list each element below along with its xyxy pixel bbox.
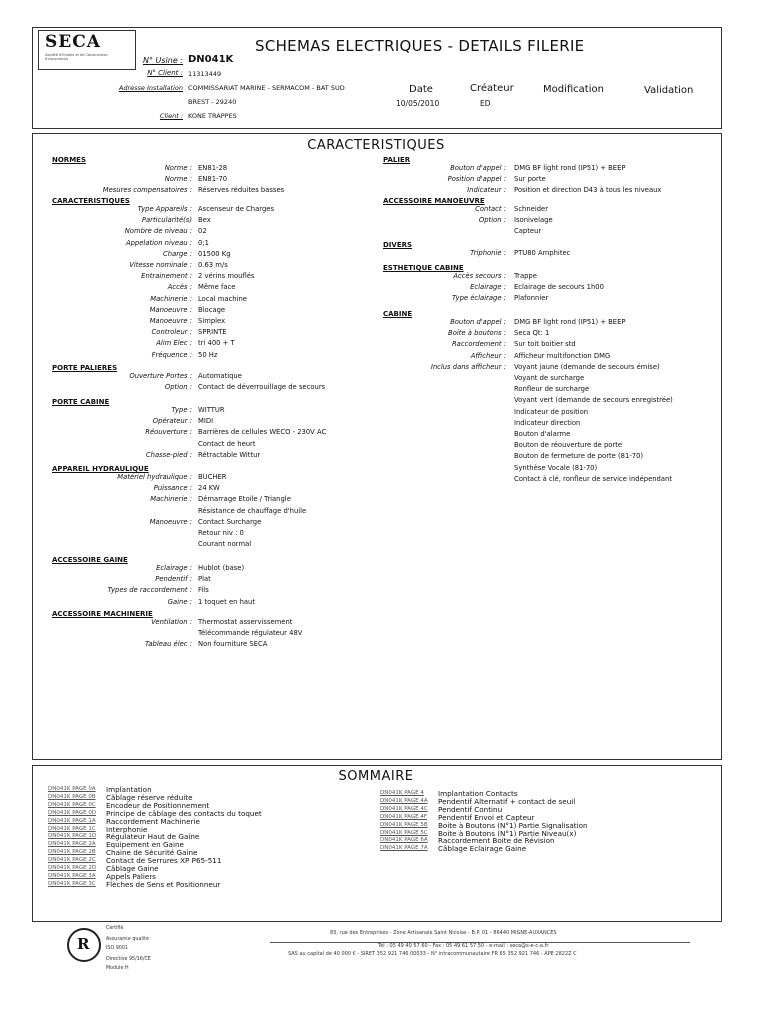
footer-contact: Tél : 05 49 40 57 60 - Fax : 05 49 61 57 50 - e-mail : seca@s-e-c-a.fr xyxy=(378,943,549,949)
footer-address: 83, rue des Entreprises - Zone Artisanale Saint Nicolas - B.P. 01 - 86440 MIGNE-AUXANCES xyxy=(330,930,557,936)
field-value: Bouton d'alarme xyxy=(514,430,571,438)
field-label: Matériel hydraulique : xyxy=(117,473,192,481)
field-label: Position d'appel : xyxy=(447,175,506,184)
field-label: Afficheur : xyxy=(470,351,506,360)
field-value: MIDI xyxy=(198,417,214,426)
section-heading-normes: NORMES xyxy=(52,156,86,164)
usine-value: DN041K xyxy=(188,54,234,65)
page-link[interactable]: DN041K PAGE 3A xyxy=(48,872,96,879)
field-value: Position et direction D43 à tous les niveaux xyxy=(514,186,662,195)
field-value: Fils xyxy=(198,586,209,595)
section-heading-accessoire-manoeuvre: ACCESSOIRE MANOEUVRE xyxy=(383,197,485,205)
section-heading-porte-cabine: PORTE CABINE xyxy=(52,398,110,406)
page-title: Pendentif Alternatif + contact de seuil xyxy=(438,796,576,806)
field-label: Raccordement : xyxy=(451,340,506,349)
section-heading-portes-palieres: PORTE PALIERES xyxy=(52,364,118,372)
field-label: Nombre de niveau : xyxy=(124,227,192,236)
page-link[interactable]: DN041K PAGE 0A xyxy=(48,786,96,792)
field-value: Hublot (base) xyxy=(198,564,245,572)
field-label: Appelation niveau : xyxy=(125,238,192,247)
field-value: Voyant jaune (demande de secours émise) xyxy=(514,362,660,371)
certification-text: Module H xyxy=(106,966,129,971)
page-link[interactable]: DN041K PAGE 2B xyxy=(48,849,96,856)
field-value: Contact à clé, ronfleur de service indépendant xyxy=(514,474,673,483)
field-label: Réouverture : xyxy=(145,428,192,437)
field-value: Ronfleur de surcharge xyxy=(514,385,590,394)
field-value: Eclairage de secours 1h00 xyxy=(514,283,604,292)
date-value: 10/05/2010 xyxy=(396,99,440,108)
field-label: Option : xyxy=(164,383,192,392)
page-title: Appels Paliers xyxy=(106,871,157,881)
sommaire-title: SOMMAIRE xyxy=(338,769,414,784)
page-title: Câblage Gaine xyxy=(106,864,159,873)
section-heading-appareil-hydraulique: APPAREIL HYDRAULIQUE xyxy=(52,465,149,473)
usine-label: N° Usine : xyxy=(142,56,183,65)
document-title: SCHEMAS ELECTRIQUES - DETAILS FILERIE xyxy=(255,37,585,55)
section-heading-palier: PALIER xyxy=(383,156,411,164)
field-value: 50 Hz xyxy=(198,350,218,359)
field-label: Accès secours : xyxy=(453,272,506,280)
section-heading-divers: DIVERS xyxy=(383,241,413,249)
page-title: Equipement en Gaine xyxy=(106,840,184,850)
field-label: Type Appareils : xyxy=(137,205,192,213)
page-link[interactable]: DN041K PAGE 5C xyxy=(380,829,428,836)
field-value: Blocage xyxy=(198,305,226,314)
field-value: Ascenseur de Charges xyxy=(198,205,274,213)
field-label: Type : xyxy=(171,406,192,414)
createur-col-header: Créateur xyxy=(470,83,514,94)
page-link[interactable]: DN041K PAGE 0B xyxy=(48,793,96,800)
field-value: Local machine xyxy=(198,294,247,303)
logo-text: SECA xyxy=(45,32,101,52)
field-value: Sur toit boitier std xyxy=(514,340,576,349)
field-label: Mesures compensatoires : xyxy=(102,186,192,195)
logo-subtitle: Société d'Etudes et de Construction d'Ascenseurs xyxy=(45,53,108,61)
field-value: Sur porte xyxy=(514,175,546,184)
field-label: Ventilation : xyxy=(151,618,192,626)
field-label: Charge : xyxy=(163,249,192,258)
field-label: Gaine : xyxy=(167,597,192,606)
field-value: Voyant vert (demande de secours enregistrée) xyxy=(514,396,673,405)
certification-text: Directive 95/16/CE xyxy=(106,957,151,962)
field-value: Télécommande régulateur 48V xyxy=(198,629,303,638)
field-label: Machinerie : xyxy=(150,294,192,303)
header-box xyxy=(32,27,722,129)
page-link[interactable]: DN041K PAGE 6A xyxy=(380,837,428,844)
field-value: Contact de heurt xyxy=(198,439,256,448)
field-label: Manoeuvre : xyxy=(149,317,192,325)
page-title: Implantation Contacts xyxy=(438,789,518,798)
field-value: Trappe xyxy=(514,272,537,280)
field-value: Indicateur direction xyxy=(514,418,581,427)
page-title: Boite à Boutons (N°1) Partie Niveau(x) xyxy=(438,828,577,838)
certification-text: Assurance qualité xyxy=(106,937,149,942)
field-value: Plafonnier xyxy=(514,294,549,303)
field-value: 0.63 m/s xyxy=(198,261,228,269)
field-label: Triphonie : xyxy=(470,249,506,257)
certification-text: Certifié xyxy=(106,926,124,931)
footer-legal: SAS au capital de 40 000 € - SIRET 352 921 746 00033 - N° intracommunautaire FR 65 352 921 746 - APE 2822Z C xyxy=(288,951,577,957)
field-value: Bouton de réouverture de porte xyxy=(514,441,623,450)
field-value: Isonivelage xyxy=(514,216,553,225)
field-value: Résistance de chauffage d'huile xyxy=(198,506,307,515)
field-value: DMG BF light rond (IP51) + BEEP xyxy=(514,164,626,172)
field-label: Chasse-pied : xyxy=(145,450,192,459)
page-link[interactable]: DN041K PAGE 3C xyxy=(48,880,96,887)
field-label: Norme : xyxy=(164,164,192,172)
field-label: Fréquence : xyxy=(151,350,192,359)
section-heading-accessoire-gaine: ACCESSOIRE GAINE xyxy=(52,556,128,564)
field-value: DMG BF light rond (IP51) + BEEP xyxy=(514,318,626,326)
field-value: 01500 Kg xyxy=(198,249,231,258)
page-link[interactable]: DN041K PAGE 1D xyxy=(48,833,97,840)
page-link[interactable]: DN041K PAGE 2D xyxy=(48,865,97,871)
field-value: Schneider xyxy=(514,205,549,213)
page-title: Principe de câblage des contacts du toquet xyxy=(106,808,262,818)
field-value: Plat xyxy=(198,575,211,584)
field-value: WITTUR xyxy=(198,406,225,414)
section-heading-accessoire-machinerie: ACCESSOIRE MACHINERIE xyxy=(52,610,153,618)
client-value: KONE TRAPPES xyxy=(188,112,237,120)
field-value: Seca Qt: 1 xyxy=(514,329,550,338)
page-title: Raccordement Boite de Révision xyxy=(438,836,555,846)
client-label: Client : xyxy=(159,112,183,120)
page-title: Raccordement Machinerie xyxy=(106,816,200,826)
field-value: Automatique xyxy=(198,372,242,380)
page-title: Implantation xyxy=(106,785,152,794)
field-value: Courant normal xyxy=(198,540,252,549)
page-title: Interphonie xyxy=(106,824,148,834)
field-value: Bouton de fermeture de porte (81-70) xyxy=(514,452,644,461)
client-no-label: N° Client : xyxy=(147,69,183,77)
page-link[interactable]: DN041K PAGE 2A xyxy=(48,841,96,848)
field-label: Ouverture Portes : xyxy=(129,372,192,380)
field-value: EN81-28 xyxy=(198,164,228,172)
page-title: Encodeur de Positionnement xyxy=(106,800,210,810)
field-label: Boite à boutons : xyxy=(448,329,506,338)
page-title: Câblage Eclairage Gaine xyxy=(438,844,527,854)
field-value: Retour niv : 0 xyxy=(198,529,244,537)
field-label: Type éclairage : xyxy=(451,294,506,303)
field-value: SPRINTE xyxy=(198,328,227,337)
field-value: EN81-70 xyxy=(198,175,228,184)
certification-logo: R xyxy=(67,928,101,962)
field-value: Contact Surcharge xyxy=(198,517,262,526)
adresse-line2: BREST - 29240 xyxy=(188,98,237,106)
field-label: Alim Elec : xyxy=(156,339,192,348)
section-heading-carac: CARACTERISTIQUES xyxy=(52,197,130,205)
field-label: Bouton d'appel : xyxy=(450,164,506,172)
field-value: tri 400 + T xyxy=(198,339,235,348)
page-link[interactable]: DN041K PAGE 1C xyxy=(48,825,96,832)
field-label: Entrainement : xyxy=(141,272,192,281)
field-value: Indicateur de position xyxy=(514,407,589,416)
page-link[interactable]: DN041K PAGE 4A xyxy=(380,797,428,804)
field-value: Réserves réduites basses xyxy=(198,186,285,195)
field-label: Manoeuvre : xyxy=(149,517,192,526)
field-label: Inclus dans afficheur : xyxy=(430,362,506,371)
field-label: Accès : xyxy=(167,283,192,292)
page-link[interactable]: DN041K PAGE 4F xyxy=(380,813,427,820)
client-no-value: 11313449 xyxy=(188,70,222,78)
field-label: Contact : xyxy=(475,205,506,213)
page-title: Pendentif Continu xyxy=(438,804,503,814)
field-value: Même face xyxy=(198,283,236,292)
field-label: Indicateur : xyxy=(467,186,506,195)
field-label: Controleur : xyxy=(151,328,192,337)
date-col-header: Date xyxy=(409,84,433,95)
field-label: Types de raccordement : xyxy=(107,586,192,595)
field-label: Tableau élec : xyxy=(144,640,192,649)
page-link[interactable]: DN041K PAGE 0C xyxy=(48,801,96,808)
field-value: 0;1 xyxy=(198,238,209,247)
field-label: Norme : xyxy=(164,175,192,184)
page-link[interactable]: DN041K PAGE 5B xyxy=(380,821,428,828)
page-title: Boite à Boutons (N°1) Partie Signalisation xyxy=(438,820,588,830)
field-label: Eclairage : xyxy=(470,283,506,292)
field-value: Capteur xyxy=(514,227,542,236)
page-link[interactable]: DN041K PAGE 2C xyxy=(48,857,96,864)
page-link[interactable]: DN041K PAGE 4 xyxy=(380,790,424,796)
field-value: 1 toquet en haut xyxy=(198,597,256,606)
field-value: 2 vérins mouflés xyxy=(198,272,255,281)
field-label: Puissance : xyxy=(153,484,192,493)
page-link[interactable]: DN041K PAGE 0D xyxy=(48,809,97,816)
page-title: Câblage réserve réduite xyxy=(106,792,193,802)
createur-value: ED xyxy=(480,99,491,108)
field-value: 24 KW xyxy=(198,484,220,493)
page-title: Chaine de Sécurité Gaine xyxy=(106,848,198,858)
field-value: Synthèse Vocale (81-70) xyxy=(514,463,598,472)
certification-text: ISO 9001 xyxy=(106,946,128,951)
field-label: Eclairage : xyxy=(156,564,192,572)
field-value: Démarrage Etoile / Triangle xyxy=(198,495,291,504)
field-label: Bouton d'appel : xyxy=(450,318,506,326)
field-label: Option : xyxy=(478,216,506,225)
page-link[interactable]: DN041K PAGE 4C xyxy=(380,805,428,812)
field-value: Afficheur multifonction DMG xyxy=(514,351,611,360)
field-value: 02 xyxy=(198,227,207,236)
page-title: Contact de Serrures XP P65-511 xyxy=(106,856,222,866)
section-heading-esthetique-cabine: ESTHETIQUE CABINE xyxy=(383,264,464,272)
field-value: Rétractable Wittur xyxy=(198,450,261,459)
page-link[interactable]: DN041K PAGE 1A xyxy=(48,817,96,824)
field-label: Opérateur : xyxy=(152,417,192,426)
field-value: Simplex xyxy=(198,317,226,325)
field-value: Voyant de surcharge xyxy=(514,374,585,382)
page-title: Flèches de Sens et Positionneur xyxy=(106,879,221,889)
page-title: Régulateur Haut de Gaine xyxy=(106,832,200,842)
field-value: Barrières de cellules WECO - 230V AC xyxy=(198,428,327,437)
field-value: BUCHER xyxy=(198,473,227,481)
field-value: PTU80 Amphitec xyxy=(514,249,571,257)
field-label: Manoeuvre : xyxy=(149,305,192,314)
adresse-label: Adresse Installation xyxy=(118,84,183,92)
field-value: Bex xyxy=(198,216,211,225)
adresse-line1: COMMISSARIAT MARINE - SERMACOM - BAT SUD xyxy=(188,84,345,92)
section-heading-cabine: CABINE xyxy=(383,310,413,318)
field-value: Contact de déverrouillage de secours xyxy=(198,383,326,392)
page-link[interactable]: DN041K PAGE 7A xyxy=(380,845,428,852)
field-label: Particularité(s) xyxy=(141,216,192,225)
field-label: Vitesse nominale : xyxy=(129,261,192,269)
field-value: Non fourniture SECA xyxy=(198,640,268,649)
caracteristiques-title: CARACTERISTIQUES xyxy=(307,138,445,153)
field-label: Pendentif : xyxy=(155,575,192,584)
field-value: Thermostat asservissement xyxy=(198,618,293,626)
modification-col-header: Modification xyxy=(543,84,604,95)
page-title: Pendentif Envoi et Capteur xyxy=(438,812,535,822)
field-label: Machinerie : xyxy=(150,495,192,504)
validation-col-header: Validation xyxy=(644,85,694,96)
